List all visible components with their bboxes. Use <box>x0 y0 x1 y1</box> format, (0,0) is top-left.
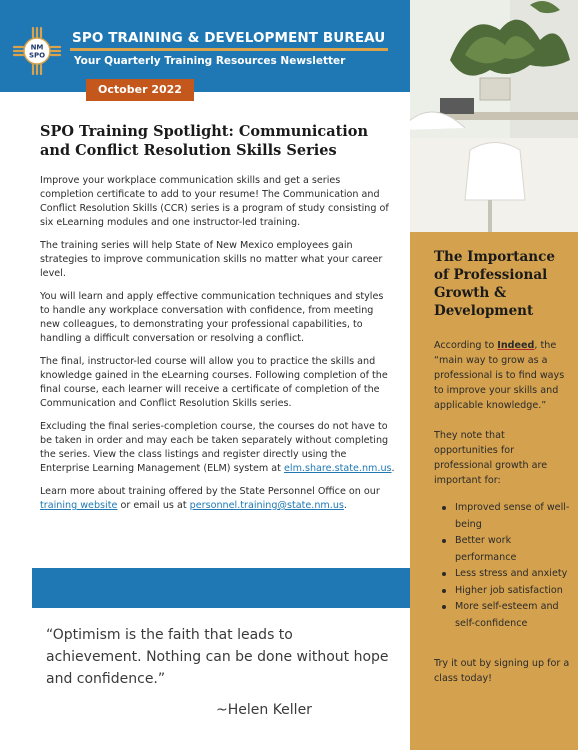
workspace-photo <box>410 0 578 232</box>
article-paragraph-1: Improve your workplace communication skills and get a series completion certificate to add to your resume! The Communication and Conflict Resolution Skills (CCR) series is a program of study consisting of six eLearning modules and one instructor-led training. <box>40 175 389 228</box>
list-item: Less stress and anxiety <box>438 566 572 583</box>
article-paragraph-4: The final, instructor-led course will allow you to practice the skills and knowledge gained in the eLearning courses. Following completion of the final course, each learner will receive a certificate of completion of the Communication and Conflict Resolution Skills series. <box>40 356 388 409</box>
training-website-link[interactable]: training website <box>40 500 118 511</box>
article-paragraph-5 <box>40 420 395 476</box>
paragraph-6-end: . <box>343 500 347 511</box>
workspace-photo-illustration <box>410 0 578 232</box>
list-item: Improved sense of well-being <box>438 500 572 533</box>
sidebar-p1-pre: According to <box>434 340 495 351</box>
sidebar-title: The Importance of Professional Growth & Development <box>434 249 555 319</box>
title-underline-rule <box>70 48 388 51</box>
newsletter-subtitle: Your Quarterly Training Resources Newsletter <box>74 55 346 67</box>
main-article <box>40 122 395 522</box>
quote-text: “Optimism is the faith that leads to achievement. Nothing can be done without hope and confidence.” <box>46 627 389 687</box>
newsletter-title: SPO TRAINING & DEVELOPMENT BUREAU <box>72 30 386 46</box>
article-paragraph-6 <box>40 485 395 513</box>
list-item: More self-esteem and self-confidence <box>438 599 572 632</box>
elm-link[interactable]: elm.share.state.nm.us <box>284 463 392 474</box>
paragraph-6-text: Learn more about training offered by the State Personnel Office on our <box>40 486 380 497</box>
article-title: SPO Training Spotlight: Communication and Conflict Resolution Skills Series <box>40 123 369 159</box>
nm-spo-logo-icon <box>12 26 62 76</box>
article-paragraph-3: You will learn and apply effective communication techniques and styles to handle any workplace conversation with confidence, from meeting new colleagues, to demonstrating your professional capabilities, to handling a difficult conversation or resolving a conflict. <box>40 291 384 344</box>
sidebar-call-to-action: Try it out by signing up for a class today! <box>434 658 570 684</box>
logo-text-top: NM <box>30 43 44 52</box>
paragraph-5-end: . <box>391 463 395 474</box>
paragraph-6-mid: or email us at <box>120 500 187 511</box>
quote-author: ~Helen Keller <box>216 702 312 718</box>
indeed-link[interactable]: Indeed <box>497 340 535 351</box>
sidebar-p1-post: , the “main way to grow as a professional is to find ways to improve your skills and applicable knowledge.” <box>434 340 565 411</box>
logo-text-bottom: SPO <box>28 51 46 60</box>
sidebar-paragraph-2: They note that opportunities for professional growth are important for: <box>434 430 548 486</box>
article-paragraph-2: The training series will help State of New Mexico employees gain strategies to improve communication skills no matter what your career level. <box>40 240 383 279</box>
newsletter-header <box>0 0 410 92</box>
list-item: Better work performance <box>438 533 572 566</box>
sidebar-paragraph-1 <box>434 338 570 413</box>
benefits-list <box>438 500 572 632</box>
issue-date-badge: October 2022 <box>86 79 194 101</box>
list-item: Higher job satisfaction <box>438 583 572 600</box>
paragraph-5-text: Excluding the final series-completion course, the courses do not have to be taken in order and may each be taken separately without completing the series. View the class listings and register directly using the Enterprise Learning Management (ELM) system at <box>40 421 389 474</box>
training-email-link[interactable]: personnel.training@state.nm.us <box>189 500 344 511</box>
section-divider-band <box>32 568 410 608</box>
